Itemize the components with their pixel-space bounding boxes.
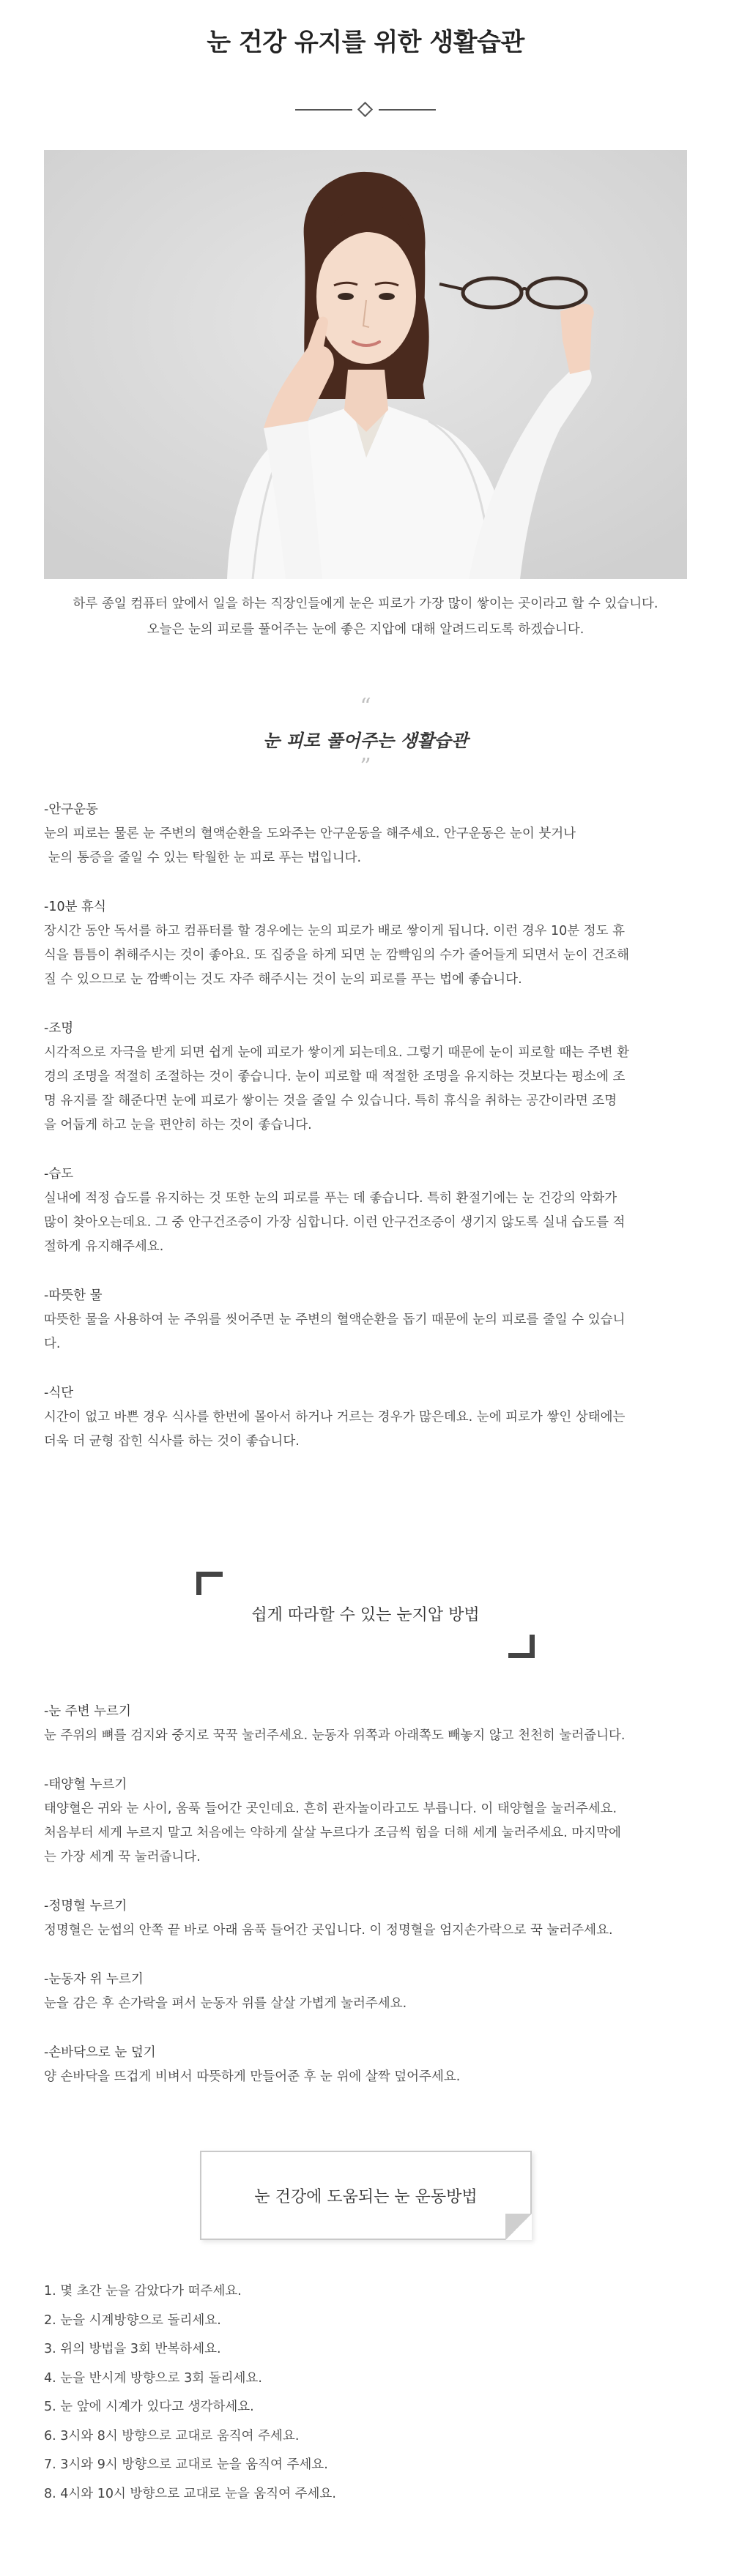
tip-block bbox=[44, 1700, 689, 1748]
tip-text-line: 눈의 피로는 물론 눈 주변의 혈액순환을 도와주는 안구운동을 해주세요. 안구운동은 눈이 붓거나 bbox=[44, 826, 576, 841]
tip-text-line: 정명혈은 눈썹의 안쪽 끝 바로 아래 움푹 들어간 곳입니다. 이 정명혈을 엄지손가락으로 꾹 눌러주세요. bbox=[44, 1923, 613, 1938]
page-title: 눈 건강 유지를 위한 생활습관 bbox=[207, 28, 524, 57]
tip-text-line: 더욱 더 균형 잡힌 식사를 하는 것이 좋습니다. bbox=[44, 1434, 300, 1449]
exercise-step: 5. 눈 앞에 시계가 있다고 생각하세요. bbox=[44, 2400, 254, 2414]
quotation-mark-icon: ” bbox=[360, 754, 371, 780]
section-title-acupressure: 쉽게 따라할 수 있는 눈지압 방법 bbox=[251, 1606, 480, 1624]
acupressure-list bbox=[44, 1700, 689, 2089]
quotation-mark-icon: “ bbox=[360, 694, 371, 720]
exercise-step: 7. 3시와 9시 방향으로 교대로 눈을 움직여 주세요. bbox=[44, 2457, 328, 2472]
tip-block bbox=[44, 798, 689, 870]
tip-text-line: 따뜻한 물을 사용하여 눈 주위를 씻어주면 눈 주변의 혈액순환을 돕기 때문에 눈의 피로를 줄일 수 있습니 bbox=[44, 1313, 626, 1327]
tip-text-line: 눈을 감은 후 손가락을 펴서 눈동자 위를 살살 가볍게 눌러주세요. bbox=[44, 1996, 407, 2011]
tip-block bbox=[44, 895, 689, 992]
tip-heading: -태양혈 누르기 bbox=[44, 1777, 127, 1792]
exercise-steps-list bbox=[44, 2277, 689, 2509]
tip-block bbox=[44, 1968, 689, 2016]
tip-block bbox=[44, 1017, 689, 1138]
tip-heading: -손바닥으로 눈 덮기 bbox=[44, 2045, 156, 2060]
exercise-title-box bbox=[200, 2151, 532, 2240]
tip-heading: -식단 bbox=[44, 1386, 74, 1400]
tip-text-line: 눈의 통증을 줄일 수 있는 탁월한 눈 피로 푸는 법입니다. bbox=[44, 851, 362, 865]
tip-text-line: 명 유지를 잘 해준다면 눈에 피로가 쌓이는 것을 줄일 수 있습니다. 특히 휴식을 취하는 공간이라면 조명 bbox=[44, 1094, 617, 1108]
tip-block bbox=[44, 1894, 689, 1943]
tip-heading: -눈 주변 누르기 bbox=[44, 1704, 131, 1719]
corner-bracket-icon bbox=[196, 1572, 223, 1595]
section-title-habits: 눈 피로 풀어주는 생활습관 bbox=[262, 731, 469, 751]
tip-text-line: 질 수 있으므로 눈 깜빡이는 것도 자주 해주시는 것이 눈의 피로를 푸는 법에 좋습니다. bbox=[44, 972, 522, 987]
tip-heading: -조명 bbox=[44, 1021, 74, 1036]
tip-text-line: 시각적으로 자극을 받게 되면 쉽게 눈에 피로가 쌓이게 되는데요. 그렇기 때문에 눈이 피로할 때는 주변 환 bbox=[44, 1045, 630, 1060]
tip-text-line: 처음부터 세게 누르지 말고 처음에는 약하게 살살 누르다가 조금씩 힘을 더해 세게 눌러주세요. 마지막에 bbox=[44, 1826, 621, 1840]
tip-text-line: 경의 조명을 적절히 조절하는 것이 좋습니다. 눈이 피로할 때 적절한 조명을 유지하는 것보다는 평소에 조 bbox=[44, 1069, 626, 1084]
diamond-divider-icon bbox=[357, 102, 373, 117]
exercise-step: 6. 3시와 8시 방향으로 교대로 움직여 주세요. bbox=[44, 2428, 300, 2444]
tip-block bbox=[44, 1381, 689, 1454]
page-fold-icon bbox=[505, 2214, 532, 2240]
tip-block bbox=[44, 1773, 689, 1870]
exercise-step: 3. 위의 방법을 3회 반복하세요. bbox=[44, 2342, 221, 2356]
tip-text-line: 다. bbox=[44, 1337, 61, 1351]
section-title-exercise: 눈 건강에 도움되는 눈 운동방법 bbox=[254, 2188, 478, 2206]
hero-photo bbox=[44, 150, 687, 579]
acupressure-title-box bbox=[196, 1572, 535, 1658]
tip-heading: -습도 bbox=[44, 1167, 74, 1181]
intro-line: 하루 종일 컴퓨터 앞에서 일을 하는 직장인들에게 눈은 피로가 가장 많이 쌓이는 곳이라고 할 수 있습니다. bbox=[73, 597, 658, 611]
exercise-step: 2. 눈을 시계방향으로 돌리세요. bbox=[44, 2312, 221, 2328]
tip-text-line: 식을 틈틈이 취해주시는 것이 좋아요. 또 집중을 하게 되면 눈 깜빡임의 수가 줄어들게 되면서 눈이 건조해 bbox=[44, 948, 630, 963]
exercise-step: 8. 4시와 10시 방향으로 교대로 눈을 움직여 주세요. bbox=[44, 2486, 336, 2501]
tip-heading: -안구운동 bbox=[44, 802, 98, 817]
tip-block bbox=[44, 1284, 689, 1356]
exercise-step: 4. 눈을 반시계 방향으로 3회 돌리세요. bbox=[44, 2370, 262, 2386]
tip-heading: -10분 휴식 bbox=[44, 900, 106, 914]
habits-list bbox=[44, 798, 689, 1454]
tip-heading: -따뜻한 물 bbox=[44, 1288, 103, 1303]
tip-block bbox=[44, 2041, 689, 2089]
exercise-step: 1. 몇 초간 눈을 감았다가 떠주세요. bbox=[44, 2284, 242, 2299]
tip-text-line: 는 가장 세게 꾹 눌러줍니다. bbox=[44, 1850, 201, 1864]
divider-line-left bbox=[295, 109, 352, 111]
tip-text-line: 눈 주위의 뼈를 검지와 중지로 꾹꾹 눌러주세요. 눈동자 위쪽과 아래쪽도 빼놓지 않고 천천히 눌러줍니다. bbox=[44, 1728, 626, 1743]
tip-text-line: 태양혈은 귀와 눈 사이, 움푹 들어간 곳인데요. 흔히 관자놀이라고도 부릅니다. 이 태양혈을 눌러주세요. bbox=[44, 1802, 617, 1816]
woman-holding-glasses-illustration bbox=[44, 150, 687, 579]
tip-text-line: 많이 찾아오는데요. 그 중 안구건조증이 가장 심합니다. 이런 안구건조증이 생기지 않도록 실내 습도를 적 bbox=[44, 1215, 626, 1230]
corner-bracket-icon bbox=[508, 1635, 535, 1658]
tip-text-line: 을 어둡게 하고 눈을 편안히 하는 것이 좋습니다. bbox=[44, 1118, 312, 1132]
intro-paragraph bbox=[22, 591, 709, 643]
tip-text-line: 시간이 없고 바쁜 경우 식사를 한번에 몰아서 하거나 거르는 경우가 많은데요. 눈에 피로가 쌓인 상태에는 bbox=[44, 1410, 626, 1425]
tip-text-line: 실내에 적정 습도를 유지하는 것 또한 눈의 피로를 푸는 데 좋습니다. 특히 환절기에는 눈 건강의 악화가 bbox=[44, 1191, 617, 1206]
tip-text-line: 양 손바닥을 뜨겁게 비벼서 따뜻하게 만들어준 후 눈 위에 살짝 덮어주세요. bbox=[44, 2069, 461, 2084]
tip-text-line: 장시간 동안 독서를 하고 컴퓨터를 할 경우에는 눈의 피로가 배로 쌓이게 됩니다. 이런 경우 10분 정도 휴 bbox=[44, 924, 626, 938]
tip-heading: -눈동자 위 누르기 bbox=[44, 1972, 144, 1987]
tip-heading: -정명혈 누르기 bbox=[44, 1899, 127, 1914]
tip-block bbox=[44, 1162, 689, 1259]
divider-line-right bbox=[379, 109, 436, 111]
title-divider bbox=[295, 102, 436, 117]
intro-line: 오늘은 눈의 피로를 풀어주는 눈에 좋은 지압에 대해 알려드리도록 하겠습니다. bbox=[146, 622, 585, 637]
tip-text-line: 절하게 유지해주세요. bbox=[44, 1239, 164, 1254]
